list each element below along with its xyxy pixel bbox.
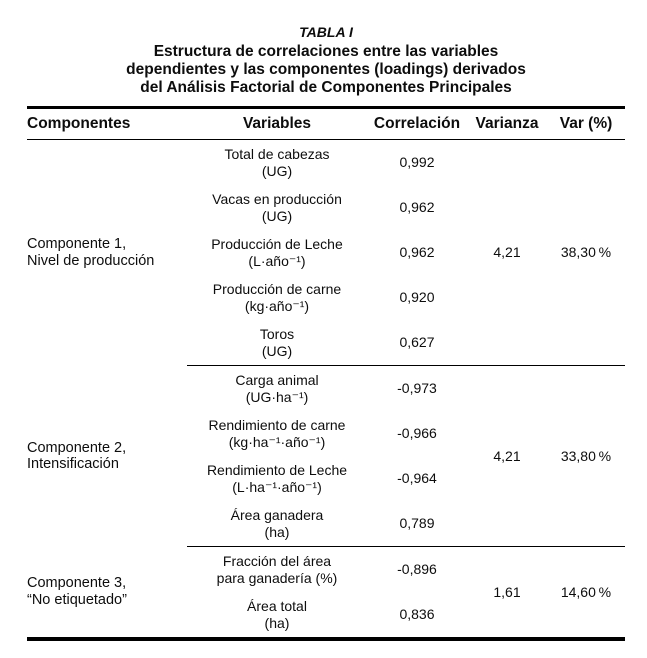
component-2-label (27, 366, 187, 547)
variable-cell (187, 411, 367, 456)
col-header-var-pct: Var (%) (547, 108, 625, 140)
variable-name: Rendimiento de carne (208, 417, 346, 433)
component-name: Componente 3, (27, 575, 127, 592)
variable-name: Carga animal (235, 372, 319, 388)
table-number-label: TABLA I (299, 24, 353, 40)
correlation-cell: -0,966 (397, 425, 437, 442)
correlation-cell: 0,992 (399, 154, 435, 171)
var-pct-cell: 38,30 % (560, 244, 612, 261)
varianza-cell: 4,21 (467, 366, 547, 547)
variable-unit: (kg·ha⁻¹·año⁻¹) (228, 433, 326, 450)
variable-name: Vacas en producción (212, 191, 342, 207)
component-desc: Nivel de producción (27, 252, 155, 269)
variable-cell (187, 275, 367, 320)
variable-name: Rendimiento de Leche (206, 462, 348, 478)
variable-cell (187, 456, 367, 501)
variable-cell (187, 320, 367, 366)
variable-unit: (UG) (261, 342, 293, 359)
variable-name: Fracción del área (222, 553, 332, 569)
variable-unit: (L·ha⁻¹·año⁻¹) (232, 478, 322, 495)
variable-name: Producción de carne (212, 281, 342, 297)
variable-cell (187, 592, 367, 639)
component-name: Componente 1, (27, 236, 127, 253)
variable-cell (187, 140, 367, 186)
correlations-table (27, 106, 625, 641)
col-header-correlacion: Correlación (367, 108, 467, 140)
correlation-cell: 0,836 (399, 606, 435, 623)
variable-unit: (UG) (261, 207, 293, 224)
component-name: Componente 2, (27, 439, 127, 456)
variable-unit: (L·año⁻¹) (248, 252, 306, 269)
correlation-cell: -0,973 (367, 366, 467, 412)
header-row (27, 108, 625, 140)
variable-cell (187, 230, 367, 275)
table-row (27, 366, 625, 412)
correlation-cell: 0,789 (399, 515, 435, 532)
component-1-label (27, 140, 187, 366)
variable-name: Toros (259, 326, 295, 342)
variable-cell (187, 366, 367, 412)
correlation-cell: 0,920 (399, 289, 435, 306)
varianza-cell: 1,61 (467, 547, 547, 640)
correlation-cell: 0,962 (399, 199, 435, 216)
variable-unit: para ganadería (%) (216, 569, 338, 586)
variable-cell (187, 501, 367, 547)
group-component-3 (27, 547, 625, 640)
varianza-cell: 4,21 (493, 244, 521, 261)
table-title-block (27, 24, 625, 97)
component-desc: “No etiquetado” (27, 591, 127, 608)
correlation-cell: -0,964 (397, 470, 437, 487)
group-component-2 (27, 366, 625, 547)
component-3-label (27, 547, 187, 640)
variable-cell (187, 185, 367, 230)
variable-unit: (UG·ha⁻¹) (245, 388, 309, 405)
variable-name: Área ganadera (230, 507, 324, 523)
variable-unit: (UG) (261, 162, 293, 179)
table-caption-line-1: Estructura de correlaciones entre las variables (153, 43, 499, 60)
variable-cell (187, 547, 367, 593)
variable-unit: (ha) (264, 523, 290, 540)
table-caption-line-2: dependientes y las componentes (loadings) derivados (126, 61, 526, 78)
variable-name: Total de cabezas (224, 146, 330, 162)
col-header-varianza: Varianza (467, 108, 547, 140)
component-desc: Intensificación (27, 456, 119, 472)
var-pct-cell: 14,60 % (547, 547, 625, 640)
col-header-variables: Variables (187, 108, 367, 140)
variable-name: Producción de Leche (211, 236, 343, 252)
correlation-cell: 0,627 (399, 334, 435, 351)
correlation-cell: 0,962 (399, 244, 435, 261)
variable-unit: (ha) (264, 614, 290, 631)
group-component-1 (27, 140, 625, 366)
correlation-cell: -0,896 (367, 547, 467, 593)
var-pct-cell: 33,80 % (547, 366, 625, 547)
variable-name: Área total (247, 598, 307, 614)
table-caption-line-3: del Análisis Factorial de Componentes Principales (140, 79, 512, 96)
table-row (27, 140, 625, 186)
variable-unit: (kg·año⁻¹) (244, 297, 310, 314)
table-row (27, 547, 625, 593)
col-header-componentes: Componentes (27, 108, 187, 140)
